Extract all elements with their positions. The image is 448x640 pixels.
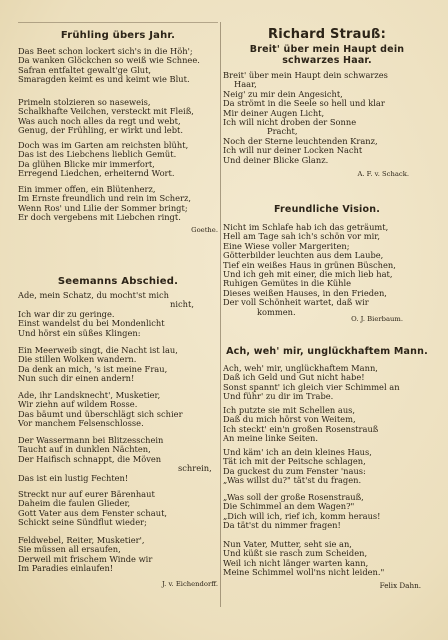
stanza xyxy=(18,185,218,223)
poem-title: Ach, weh' mir, unglückhaftem Mann. xyxy=(226,346,428,357)
verse-line: Feldwebel, Reiter, Musketier', xyxy=(18,536,145,545)
verse-line: „Was willst du?" tät'st du fragen. xyxy=(223,476,362,486)
verse-line: Der Wassermann bei Blitzesschein xyxy=(18,436,164,445)
verse-line: Meine Schimmel woll'ns nicht leiden." xyxy=(223,568,385,578)
verse-line: Da denk an mich, 's ist meine Frau, xyxy=(18,364,168,374)
stanza xyxy=(18,490,218,528)
verse-line: Und käm' ich an dein kleines Haus, xyxy=(223,448,372,457)
verse-line: Nun Vater, Mutter, seht sie an, xyxy=(223,540,352,549)
stanza xyxy=(223,71,431,165)
verse-line: „Dich will ich, rief ich, komm heraus! xyxy=(223,511,381,521)
verse-line: Wenn Ros' und Lilie der Sommer bringt; xyxy=(18,203,188,213)
verse-line: Nun such dir einen andern! xyxy=(18,374,135,384)
stanza xyxy=(223,493,431,531)
verse-line: Sonst spannt' ich gleich vier Schimmel an xyxy=(223,382,400,392)
verse-line: Ich will nur deiner Locken Nacht xyxy=(223,146,363,156)
top-rule xyxy=(18,22,218,23)
poem-author: Goethe. xyxy=(191,226,218,234)
verse-line: Ich will nicht droben der Sonne xyxy=(223,118,357,128)
verse-line: Ich war dir zu geringe. xyxy=(18,309,115,319)
verse-line: Ich steckt' ein'n großen Rosenstrauß xyxy=(223,424,379,434)
stanza xyxy=(18,391,218,429)
verse-line: nicht, xyxy=(170,300,194,310)
verse-line: Daß du mich hörst von Weitem, xyxy=(223,415,356,425)
verse-line: Tät ich mit der Peitsche schlagen, xyxy=(223,457,366,467)
verse-line: Erregend Liedchen, erheiternd Wort. xyxy=(18,169,175,179)
verse-line: Was auch noch alles da regt und webt, xyxy=(18,116,181,126)
verse-line: Eine Wiese voller Margeriten; xyxy=(223,241,350,251)
verse-line: Smaragden keimt es und keimt wie Blut. xyxy=(18,75,190,85)
stanza xyxy=(18,536,218,574)
verse-line: Streckt nur auf eurer Bärenhaut xyxy=(18,490,155,499)
verse-line: Ach, weh' mir, unglückhaftem Mann, xyxy=(223,364,378,373)
verse-line: Er doch vergebens mit Liebchen ringt. xyxy=(18,213,181,223)
poem-title-line: Breit' über mein Haupt dein xyxy=(249,44,405,55)
stanza xyxy=(223,223,431,317)
verse-line: schrein, xyxy=(178,464,212,474)
verse-line: Das Beet schon lockert sich's in die Höh'; xyxy=(18,47,193,56)
verse-line: Der voll Schönheit wartet, daß wir xyxy=(223,298,369,308)
verse-line: Ich putzte sie mit Schellen aus, xyxy=(223,406,356,415)
verse-line: Das ist ein lustig Fechten! xyxy=(18,473,129,483)
verse-line: Und führ' zu dir im Trabe. xyxy=(223,392,334,402)
poem-title: Freundliche Vision. xyxy=(273,204,381,215)
verse-line: Derweil mit frischem Winde wir xyxy=(18,554,153,564)
stanza xyxy=(18,436,218,483)
verse-line: Ade, mein Schatz, du mocht'st mich xyxy=(18,291,170,300)
stanza xyxy=(18,98,218,136)
verse-line: Wir ziehn auf wildem Rosse. xyxy=(18,400,138,410)
verse-line: Genug, der Frühling, er wirkt und lebt. xyxy=(18,126,183,136)
verse-line: Da guckest du zum Fenster 'naus: xyxy=(223,466,366,476)
verse-line: Und ich geh mit einer, die mich lieb hat, xyxy=(223,270,393,280)
verse-line: Ade, ihr Landsknecht', Musketier, xyxy=(18,391,161,400)
poem-title: Frühling übers Jahr. xyxy=(60,30,176,41)
verse-line: Safran entfaltet gewalt'ge Glut, xyxy=(18,65,152,75)
verse-line: Und hörst ein süßes Klingen: xyxy=(18,328,141,338)
stanza xyxy=(223,406,431,444)
verse-line: Im Paradies einlaufen! xyxy=(18,564,114,574)
verse-line: Schickt seine Sündflut wieder; xyxy=(18,518,147,528)
stanza xyxy=(18,346,218,384)
stanza xyxy=(18,141,218,179)
verse-line: Ein Meerweib singt, die Nacht ist lau, xyxy=(18,346,178,355)
verse-line: Da glühen Blicke mir immerfort, xyxy=(18,159,155,169)
poem-author: O. J. Bierbaum. xyxy=(351,315,403,323)
stanza xyxy=(18,47,218,85)
poem-title: Seemanns Abschied. xyxy=(57,276,179,287)
verse-line: Das bäumt und überschlägt sich schier xyxy=(18,409,183,419)
poem-author: J. v. Eichendorff. xyxy=(161,580,218,588)
verse-line: Götterbilder leuchten aus dem Laube, xyxy=(223,251,384,261)
verse-line: Da tät'st du nimmer fragen! xyxy=(223,521,341,531)
poem-title-line: schwarzes Haar. xyxy=(282,55,372,66)
verse-line: Gott Vater aus dem Fenster schaut, xyxy=(18,508,168,518)
verse-line: Die Schimmel an dem Wagen?" xyxy=(223,502,355,512)
stanza xyxy=(223,364,431,402)
verse-line: Breit' über mein Haupt dein schwarzes xyxy=(223,71,388,80)
verse-line: Taucht auf in dunklen Nächten, xyxy=(18,445,151,455)
verse-line: Hell am Tage sah ich's schön vor mir, xyxy=(223,232,380,242)
verse-line: Ruhigen Gemütes in die Kühle xyxy=(223,279,352,289)
verse-line: Im Ernste freundlich und rein im Scherz, xyxy=(18,194,192,204)
verse-line: Neig' zu mir dein Angesicht, xyxy=(223,89,343,99)
verse-line: Pracht, xyxy=(267,127,298,137)
verse-line: An meine linke Seiten. xyxy=(223,434,318,444)
composer-heading: Richard Strauß: xyxy=(267,27,386,42)
poem-author: Felix Dahn. xyxy=(379,581,421,590)
verse-line: Daß ich Geld und Gut nicht habe! xyxy=(223,373,365,383)
verse-line: Nicht im Schlafe hab ich das geträumt, xyxy=(223,223,389,232)
verse-line: kommen. xyxy=(257,307,296,317)
verse-line: Ein immer offen, ein Blütenherz, xyxy=(18,185,156,194)
verse-line: Daheim die faulen Glieder, xyxy=(18,499,131,509)
verse-line: Und deiner Blicke Glanz. xyxy=(223,155,329,165)
verse-line: Tief ein weißes Haus in grünen Büschen, xyxy=(223,260,396,270)
poem-author: A. F. v. Schack. xyxy=(357,170,409,178)
verse-line: Der Haifisch schnappt, die Möven xyxy=(18,454,162,464)
verse-line: „Was soll der große Rosenstrauß, xyxy=(223,493,364,502)
stanza xyxy=(18,291,218,338)
verse-line: Schalkhafte Veilchen, versteckt mit Fleiß, xyxy=(18,107,194,117)
verse-line: Dieses weißen Hauses, in den Frieden, xyxy=(223,288,387,298)
verse-line: Die stillen Wolken wandern. xyxy=(18,355,137,365)
verse-line: Da wanken Glöckchen so weiß wie Schnee. xyxy=(18,56,200,66)
verse-line: Haar, xyxy=(234,80,257,90)
verse-line: Einst wandelst du bei Mondenlicht xyxy=(18,319,165,329)
verse-line: Das ist des Liebchens lieblich Gemüt. xyxy=(18,150,177,160)
verse-line: Doch was im Garten am reichsten blüht, xyxy=(18,141,189,150)
verse-line: Sie müssen all ersaufen, xyxy=(18,545,121,555)
poem-title xyxy=(223,44,431,66)
column-divider xyxy=(220,22,221,607)
verse-line: Noch der Sterne leuchtenden Kranz, xyxy=(223,136,378,146)
verse-line: Da strömt in die Seele so hell und klar xyxy=(223,99,385,109)
verse-line: Mir deiner Augen Licht, xyxy=(223,108,325,118)
verse-line: Weil ich nicht länger warten kann, xyxy=(223,558,369,568)
verse-line: Primeln stolzieren so naseweis, xyxy=(18,98,151,107)
verse-line: Und küßt sie rasch zum Scheiden, xyxy=(223,549,368,559)
stanza xyxy=(223,540,431,578)
verse-line: Vor manchem Felsenschlosse. xyxy=(18,419,144,429)
stanza xyxy=(223,448,431,486)
